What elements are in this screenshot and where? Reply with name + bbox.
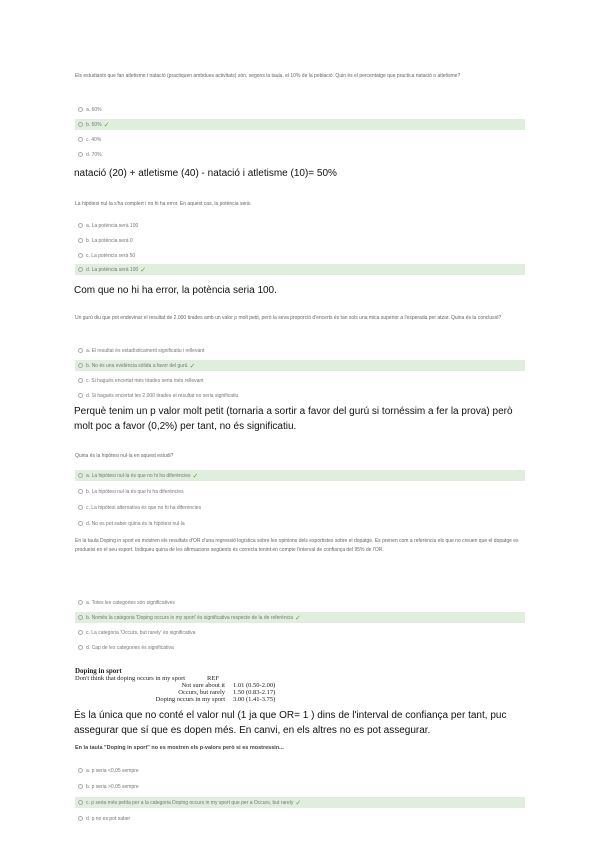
radio-icon[interactable] bbox=[78, 521, 83, 526]
option-c[interactable]: c. La potència serà 50 bbox=[75, 250, 525, 261]
option-c[interactable]: c. La categoria 'Occurs, but rarely' és significativa bbox=[75, 627, 525, 638]
check-icon: ✓ bbox=[295, 799, 302, 807]
check-icon: ✓ bbox=[189, 362, 196, 370]
option-b-correct[interactable]: b. 50% ✓ bbox=[75, 119, 525, 130]
radio-icon[interactable] bbox=[78, 473, 83, 478]
radio-icon[interactable] bbox=[78, 122, 83, 127]
radio-icon[interactable] bbox=[78, 378, 83, 383]
table-row: Not sure about it 1.01 (0.50-2.00) bbox=[181, 682, 276, 689]
option-d[interactable]: d. Si hagués encertat les 2.000 tirades el resultat no seria significatiu bbox=[75, 390, 525, 401]
radio-icon[interactable] bbox=[78, 768, 83, 773]
option-c[interactable]: c. 40% bbox=[75, 134, 525, 145]
radio-icon[interactable] bbox=[78, 645, 83, 650]
option-a-correct[interactable]: a. La hipòtesi nul·la és que no hi ha diferències ✓ bbox=[75, 470, 525, 481]
option-a[interactable]: a. Totes les categories són significatives bbox=[75, 597, 525, 608]
radio-icon[interactable] bbox=[78, 615, 83, 620]
option-d-correct[interactable]: d. La potència serà 100 ✓ bbox=[75, 264, 525, 275]
radio-icon[interactable] bbox=[78, 505, 83, 510]
question-text: Un gurú diu que pot endevinar el resultat de 2.000 tirades amb un valor p molt petit, però la seva proporció d'encerts és tan sols una mica superior a l'esperada per atzar. Quina és la conclusió? bbox=[75, 315, 502, 321]
radio-icon[interactable] bbox=[78, 107, 83, 112]
radio-icon[interactable] bbox=[78, 600, 83, 605]
radio-icon[interactable] bbox=[78, 267, 83, 272]
radio-icon[interactable] bbox=[78, 223, 83, 228]
table-title: Doping in sport bbox=[75, 667, 122, 675]
option-d[interactable]: d. Cap de les categories és significativa bbox=[75, 642, 525, 653]
explanation-note: Perquè tenim un p valor molt petit (tornaria a sortir a favor del gurú si tornéssim a fer la prova) però molt poc a favor (0,2%) per tant, no és significatiu. bbox=[74, 406, 513, 432]
explanation-note: natació (20) + atletisme (40) - natació i atletisme (10)= 50% bbox=[74, 168, 337, 179]
question-paragraph: En la taula Doping in sport es mostren els resultats d'OR d'una regressió logística sobre les opinions dels esportistes sobre el dopatge. Es prenen com a referència els que no creuen que el dopatge es produeixi en el seu esport. Indiqueu quina de les afirmacions següents és correcta tenint en compte l'interval de confiança del 95% de l'OR. bbox=[75, 538, 519, 553]
explanation-note: És la única que no conté el valor nul (1 ja que OR= 1 ) dins de l'interval de confiança per tant, puc assegurar que sí que es dopen més. En canvi, en els altres no es pot assegurar. bbox=[74, 710, 507, 736]
question-text: Quina és la hipòtesi nul·la en aquest estudi? bbox=[75, 453, 174, 459]
option-b[interactable]: b. p seria >0,05 sempre bbox=[75, 781, 525, 792]
radio-icon[interactable] bbox=[78, 152, 83, 157]
radio-icon[interactable] bbox=[78, 253, 83, 258]
radio-icon[interactable] bbox=[78, 800, 83, 805]
option-d[interactable]: d. p no es pot saber bbox=[75, 813, 525, 824]
table-row: Occurs, but rarely 1.50 (0.83-2.17) bbox=[178, 689, 276, 696]
option-a[interactable]: a. El resultat és estadísticament significatiu i rellevant bbox=[75, 345, 525, 356]
question-text: La hipòtesi nul·la s'ha complert i no hi ha error. En aquest cas, la potència serà: bbox=[75, 201, 252, 207]
option-b[interactable]: b. La potència serà 0 bbox=[75, 235, 525, 246]
radio-icon[interactable] bbox=[78, 816, 83, 821]
question-text: Els estudiants que fan atletisme i natació (practiquen ambdues activitats) són, segons la taula, el 10% de la població. Quin és el percentatge que practica natació o atletisme? bbox=[75, 73, 461, 79]
table-header-row bbox=[75, 675, 305, 682]
option-d[interactable]: d. 70% bbox=[75, 149, 525, 160]
table-header-label: Don't think that doping occurs in my sport bbox=[75, 675, 186, 682]
option-c-correct[interactable]: c. p seria més petita per a la categoria Doping occurs in my sport que per a Occurs, but rarely ✓ bbox=[75, 797, 525, 808]
radio-icon[interactable] bbox=[78, 348, 83, 353]
option-a[interactable]: a. La potència serà 100 bbox=[75, 220, 525, 231]
radio-icon[interactable] bbox=[78, 630, 83, 635]
option-b[interactable]: b. La hipòtesi nul·la és que hi ha diferències bbox=[75, 486, 525, 497]
option-b-correct[interactable]: b. No és una evidència sòlida a favor del gurú ✓ bbox=[75, 360, 525, 371]
table-header-value: REF bbox=[207, 675, 219, 682]
check-icon: ✓ bbox=[192, 472, 199, 480]
option-a[interactable]: a. p seria <0,05 sempre bbox=[75, 765, 525, 776]
option-a[interactable]: a. 60% bbox=[75, 104, 525, 115]
radio-icon[interactable] bbox=[78, 393, 83, 398]
radio-icon[interactable] bbox=[78, 784, 83, 789]
option-c[interactable]: c. Si hagués encertat més tirades seria més rellevant bbox=[75, 375, 525, 386]
option-d[interactable]: d. No es pot saber quina és la hipòtesi nul·la bbox=[75, 518, 525, 529]
explanation-note: Com que no hi ha error, la potència seria 100. bbox=[74, 285, 277, 296]
radio-icon[interactable] bbox=[78, 137, 83, 142]
doping-table bbox=[75, 667, 305, 703]
radio-icon[interactable] bbox=[78, 489, 83, 494]
radio-icon[interactable] bbox=[78, 238, 83, 243]
table-row: Doping occurs in my sport 3.00 (1.41-3.75) bbox=[155, 696, 276, 703]
question-text: En la taula "Doping in sport" no es mostren els p-valors però si es mostressin... bbox=[75, 745, 284, 751]
option-c[interactable]: c. La hipòtesi alternativa és que no hi ha diferències bbox=[75, 502, 525, 513]
check-icon: ✓ bbox=[295, 614, 301, 622]
check-icon: ✓ bbox=[103, 121, 110, 129]
option-b-correct[interactable]: b. Només la categoria 'Doping occurs in my sport' és significativa respecte de la de referència ✓ bbox=[75, 612, 525, 623]
radio-icon[interactable] bbox=[78, 363, 83, 368]
check-icon: ✓ bbox=[140, 266, 147, 274]
